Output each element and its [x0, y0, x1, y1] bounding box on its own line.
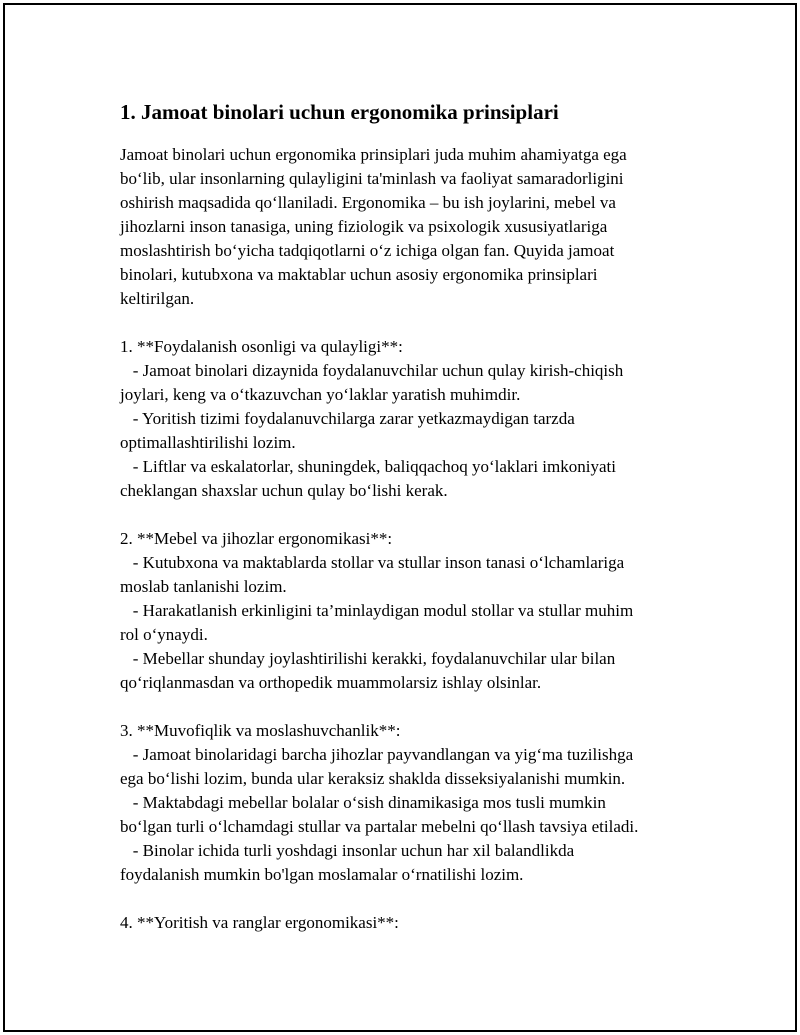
- section-3: 3. **Muvofiqlik va moslashuvchanlik**: - Jamoat binolaridagi barcha jihozlar payvandlangan va yig‘ma tuzilishga ega bo‘lishi lozim, bunda ular keraksiz shaklda disseksiyalanishi mumkin. - Maktabdagi mebellar bolalar o‘sish dinamikasiga mos tusli mumkin bo‘lgan turli o‘lchamdagi stullar va partalar mebelni qo‘llash tavsiya etiladi. - Binolar ichida turli yoshdagi insonlar uchun har xil balandlikda foydalanish mumkin bo'lgan moslamalar o‘rnatilishi lozim.: [120, 721, 639, 884]
- blank-line: [120, 311, 700, 335]
- section-1: 1. **Foydalanish osonligi va qulayligi**: - Jamoat binolari dizaynida foydalanuvchilar uchun qulay kirish-chiqish joylari, keng va o‘tkazuvchan yo‘laklar yaratish muhimdir. - Yoritish tizimi foydalanuvchilarga zarar yetkazmaydigan tarzda optimallashtirilishi lozim. - Liftlar va eskalatorlar, shuningdek, baliqqachoq yo‘laklari imkoniyati cheklangan shaxslar uchun qulay bo‘lishi kerak.: [120, 337, 624, 500]
- document-title: 1. Jamoat binolari uchun ergonomika prinsiplari: [120, 100, 559, 124]
- intro-paragraph: Jamoat binolari uchun ergonomika prinsiplari juda muhim ahamiyatga ega bo‘lib, ular insonlarning qulayligini ta'minlash va faoliyat samaradorligini oshirish maqsadida qo‘llaniladi. Ergonomika – bu ish joylarini, mebel va jihozlarni inson tanasiga, uning fiziologik va psixologik xususiyatlariga moslashtirish bo‘yicha tadqiqotlarni o‘z ichiga olgan fan. Quyida jamoat binolari, kutubxona va maktablar uchun asosiy ergonomika prinsiplari keltirilgan.: [120, 145, 627, 308]
- document-page: [3, 3, 797, 1032]
- section-2: 2. **Mebel va jihozlar ergonomikasi**: - Kutubxona va maktablarda stollar va stullar inson tanasi o‘lchamlariga moslab tanlanishi lozim. - Harakatlanish erkinligini ta’minlaydigan modul stollar va stullar muhim rol o‘ynaydi. - Mebellar shunday joylashtirilishi kerakki, foydalanuvchilar ular bilan qo‘riqlanmasdan va orthopedik muammolarsiz ishlay olsinlar.: [120, 529, 634, 692]
- blank-line: [120, 695, 700, 719]
- document-body: [120, 99, 700, 935]
- blank-line: [120, 503, 700, 527]
- blank-line: [120, 887, 700, 911]
- section-4-heading: 4. **Yoritish va ranglar ergonomikasi**:: [120, 913, 399, 932]
